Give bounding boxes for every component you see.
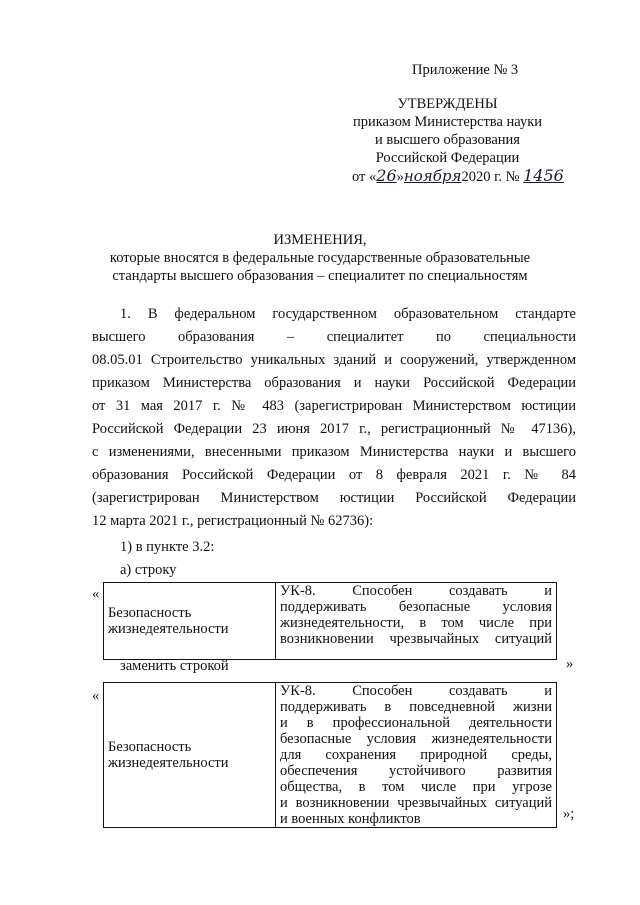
- item-1: 1) в пункте 3.2:: [120, 539, 215, 555]
- table-new-right-line-3: и в профессиональной деятельности: [280, 715, 552, 731]
- paragraph-line-1: 1. В федеральном государственном образовательном стандарте: [120, 306, 576, 322]
- table-new-right-line-5: для сохранения природной среды,: [280, 747, 552, 763]
- paragraph-line-5: от 31 мая 2017 г. № 483 (зарегистрирован Министерством юстиции: [92, 398, 576, 414]
- paragraph-line-10: 12 марта 2021 г., регистрационный № 62736):: [92, 513, 374, 529]
- date-mid: »: [396, 169, 404, 185]
- order-line-2: и высшего образования: [375, 132, 520, 148]
- paragraph-line-9: (зарегистрирован Министерством юстиции Российской Федерации: [92, 490, 576, 506]
- table-old-open-quote: «: [92, 586, 100, 602]
- table-row: [104, 683, 557, 828]
- order-number: 1456: [523, 166, 564, 185]
- date-year: 2020 г. №: [461, 169, 520, 185]
- table-row: [104, 583, 557, 660]
- appendix-label: Приложение № 3: [412, 62, 519, 78]
- table-old-left-line-2: жизнедеятельности: [108, 621, 229, 637]
- table-new-right-line-6: обеспечения устойчивого развития: [280, 763, 552, 779]
- table-old-left-cell: [104, 583, 276, 660]
- table-new-right-line-1: УК-8. Способен создавать и: [280, 683, 552, 699]
- subtitle-line-1: которые вносятся в федеральные государственные образовательные: [109, 250, 531, 266]
- table-new-left-cell: [104, 683, 276, 828]
- paragraph-line-7: с изменениями, внесенными приказом Министерства науки и высшего: [92, 444, 576, 460]
- approved-label: УТВЕРЖДЕНЫ: [397, 96, 498, 112]
- document-heading: ИЗМЕНЕНИЯ,: [273, 232, 367, 248]
- table-new-right-line-2: поддерживать в повседневной жизни: [280, 699, 552, 715]
- table-new-left-line-2: жизнедеятельности: [108, 755, 229, 771]
- date-month: ноября: [403, 167, 462, 185]
- table-new-right-line-8: и возникновении чрезвычайных ситуаций: [280, 795, 552, 811]
- paragraph-line-2: высшего образования – специалитет по специальности: [92, 329, 576, 345]
- table-old: [103, 582, 557, 660]
- paragraph-line-4: приказом Министерства образования и науки Российской Федерации: [92, 375, 576, 391]
- table-new-right-line-9: и военных конфликтов: [280, 811, 421, 827]
- table-new: [103, 682, 557, 828]
- table-old-right-line-4: возникновении чрезвычайных ситуаций: [280, 631, 552, 647]
- paragraph-line-6: Российской Федерации 23 июня 2017 г., регистрационный № 47136),: [92, 421, 576, 437]
- date-prefix: от «: [352, 169, 377, 185]
- order-line-3: Российской Федерации: [375, 150, 520, 166]
- replace-with-label: заменить строкой: [120, 658, 229, 674]
- table-new-close-quote: »;: [563, 806, 575, 822]
- table-new-right-line-4: безопасные условия жизнедеятельности: [280, 731, 552, 747]
- date-day: 26: [376, 166, 397, 185]
- paragraph-line-3: 08.05.01 Строительство уникальных зданий и сооружений, утвержденном: [92, 352, 576, 368]
- table-old-close-quote: »: [566, 656, 574, 672]
- table-old-left-line-1: Безопасность: [108, 605, 192, 621]
- table-old-right-line-3: жизнедеятельности, в том числе при: [280, 615, 552, 631]
- subtitle-line-2: стандарты высшего образования – специалитет по специальностям: [112, 268, 528, 284]
- paragraph-line-8: образования Российской Федерации от 8 февраля 2021 г. № 84: [92, 467, 576, 483]
- order-date-line: [352, 166, 564, 186]
- table-new-right-line-7: общества, в том числе при угрозе: [280, 779, 552, 795]
- item-a: а) строку: [120, 562, 177, 578]
- table-old-right-line-2: поддерживать безопасные условия: [280, 599, 552, 615]
- table-new-left-line-1: Безопасность: [108, 739, 192, 755]
- order-line-1: приказом Министерства науки: [352, 114, 543, 130]
- table-new-open-quote: «: [92, 688, 100, 704]
- table-new-right-cell: [276, 683, 557, 828]
- table-old-right-line-1: УК-8. Способен создавать и: [280, 583, 552, 599]
- table-old-right-cell: [276, 583, 557, 660]
